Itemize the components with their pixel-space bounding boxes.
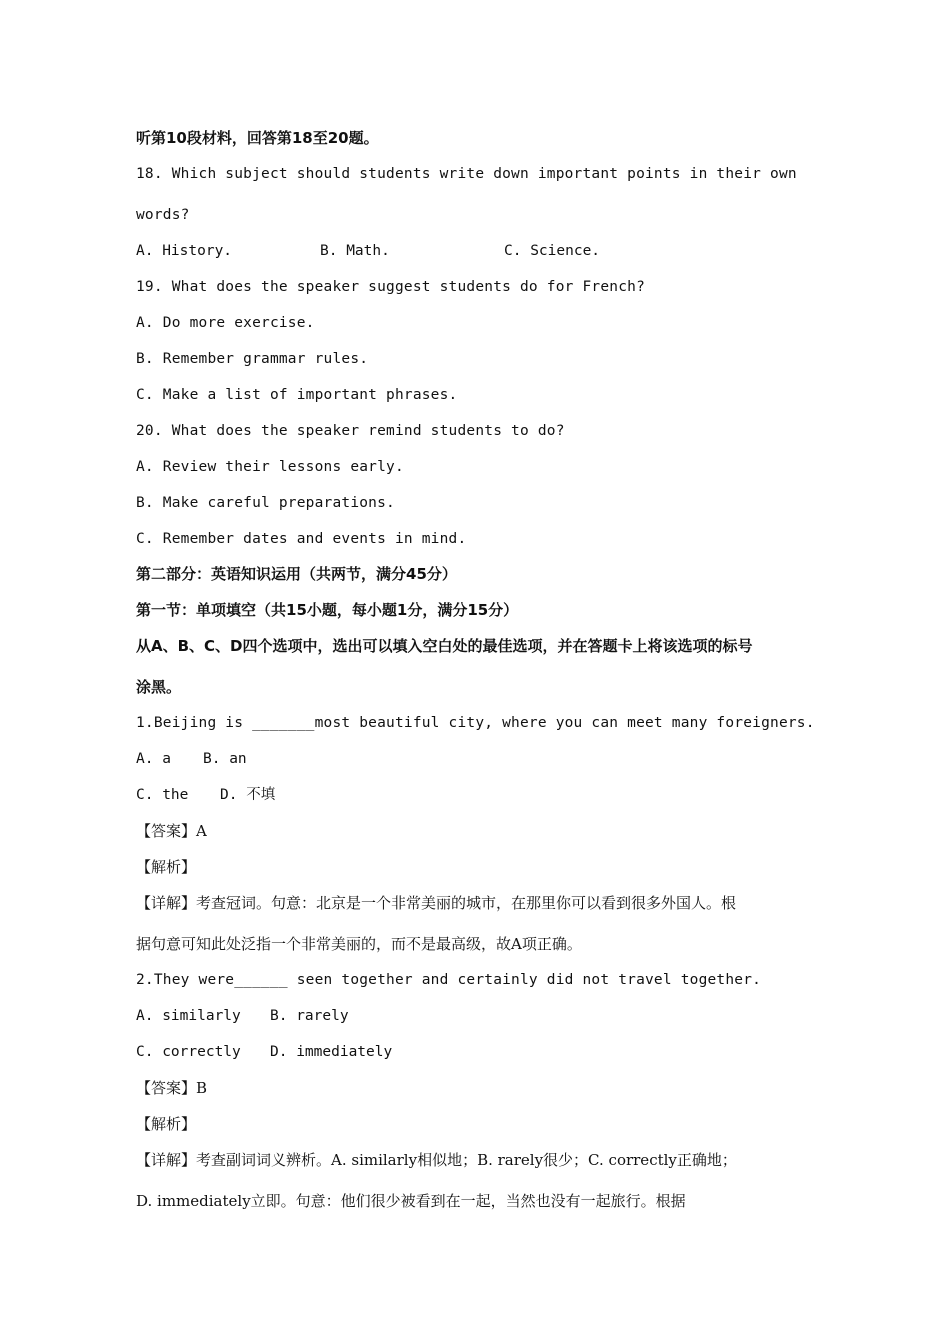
- question-18-option-c: C. Science.: [504, 243, 601, 259]
- question-20-option-a: A. Review their lessons early.: [136, 459, 404, 475]
- question-18-option-b: B. Math.: [320, 243, 390, 259]
- question-20: 20. What does the speaker remind students to do?: [136, 423, 565, 439]
- instruction-line-2: 涂黑。: [136, 678, 182, 696]
- question-1-analysis-label: 【解析】: [136, 858, 197, 876]
- question-2-option-b: B. rarely: [270, 1008, 349, 1024]
- question-2-answer: 【答案】B: [136, 1079, 208, 1097]
- question-2-detail-line-2: D. immediately立即。句意：他们很少被看到在一起，当然也没有一起旅行。根据: [136, 1192, 686, 1210]
- instruction-line-1: 从A、B、C、D四个选项中，选出可以填入空白处的最佳选项，并在答题卡上将该选项的标号: [136, 637, 753, 655]
- question-19-option-a: A. Do more exercise.: [136, 315, 315, 331]
- question-20-option-c: C. Remember dates and events in mind.: [136, 531, 467, 547]
- part-2-title: 第二部分：英语知识运用（共两节，满分45分）: [136, 565, 457, 583]
- question-1-answer: 【答案】A: [136, 822, 207, 840]
- question-2-option-d: D. immediately: [270, 1044, 393, 1060]
- question-19-option-c: C. Make a list of important phrases.: [136, 387, 458, 403]
- question-1-option-b: B. an: [203, 751, 247, 767]
- section-1-title: 第一节：单项填空（共15小题，每小题1分，满分15分）: [136, 601, 519, 619]
- question-2-option-a: A. similarly: [136, 1008, 241, 1024]
- question-18-option-a: A. History.: [136, 243, 233, 259]
- question-2-stem: 2.They were______ seen together and certainly did not travel together.: [136, 972, 762, 988]
- question-1-detail-line-2: 据句意可知此处泛指一个非常美丽的，而不是最高级，故A项正确。: [136, 935, 582, 953]
- question-1-stem: 1.Beijing is _______most beautiful city, where you can meet many foreigners.: [136, 715, 815, 731]
- question-18-line-2: words?: [136, 207, 190, 223]
- question-20-option-b: B. Make careful preparations.: [136, 495, 395, 511]
- question-2-analysis-label: 【解析】: [136, 1115, 197, 1133]
- question-19: 19. What does the speaker suggest students do for French?: [136, 279, 645, 295]
- question-1-option-d: D. 不填: [220, 787, 276, 803]
- question-19-option-b: B. Remember grammar rules.: [136, 351, 369, 367]
- question-2-detail-line-1: 【详解】考查副词词义辨析。A. similarly相似地；B. rarely很少；C. correctly正确地；: [136, 1151, 737, 1169]
- listening-section-title: 听第10段材料，回答第18至20题。: [136, 129, 379, 147]
- question-1-option-a: A. a: [136, 751, 171, 767]
- question-1-option-c: C. the: [136, 787, 189, 803]
- question-2-option-c: C. correctly: [136, 1044, 241, 1060]
- question-18-line-1: 18. Which subject should students write down important points in their own: [136, 166, 797, 182]
- question-1-detail-line-1: 【详解】考查冠词。句意：北京是一个非常美丽的城市，在那里你可以看到很多外国人。根: [136, 894, 737, 912]
